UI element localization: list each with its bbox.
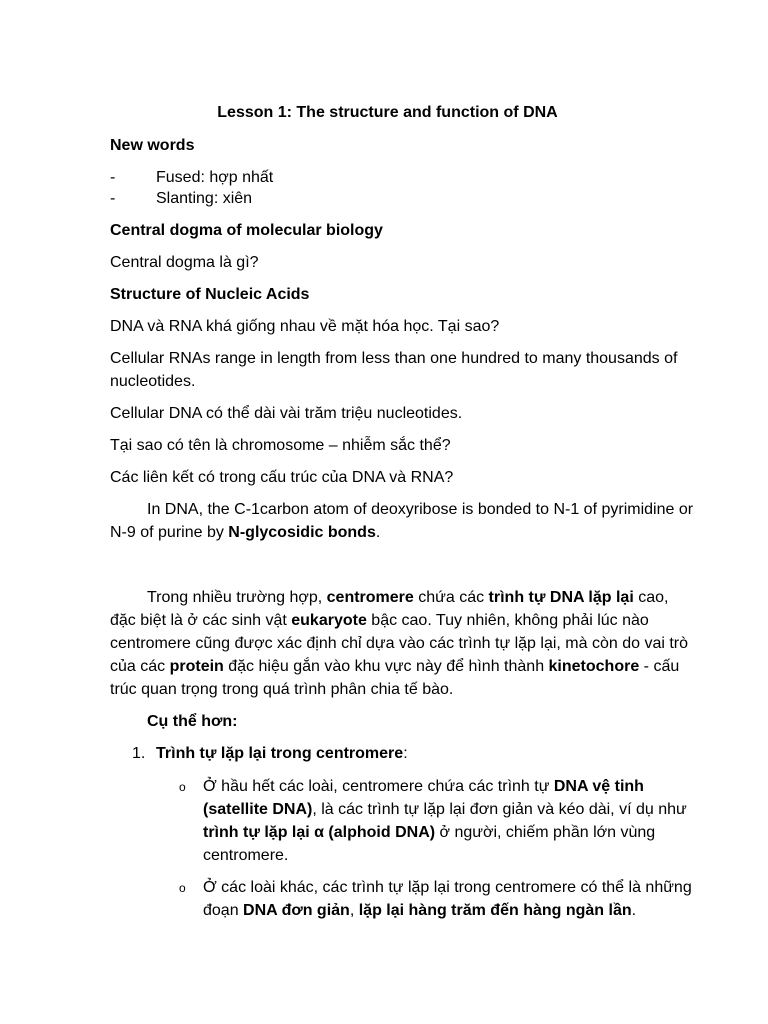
paragraph: Cellular RNAs range in length from less than one hundred to many thousands of nucleotides. bbox=[110, 350, 678, 390]
new-word-slanting: Slanting: xiên bbox=[156, 190, 253, 207]
paragraph: DNA và RNA khá giống nhau về mặt hóa học. Tại sao? bbox=[110, 318, 500, 335]
paragraph: Tại sao có tên là chromosome – nhiễm sắc thể? bbox=[110, 437, 451, 454]
list-number: 1. bbox=[132, 745, 146, 762]
central-dogma-question: Central dogma là gì? bbox=[110, 254, 259, 271]
central-dogma-heading: Central dogma of molecular biology bbox=[110, 222, 383, 239]
sub-bullet-list bbox=[110, 775, 695, 922]
numbered-list bbox=[110, 742, 695, 765]
bullet-icon: o bbox=[179, 780, 186, 794]
new-words-heading: New words bbox=[110, 137, 195, 154]
list-item: o Ở hầu hết các loài, centromere chứa các trình tự DNA vệ tinh (satellite DNA), là các trình tự lặp lại đơn giản và kéo dài, ví dụ như trình tự lặp lại α (alphoid DNA) ở người, chiếm phần lớn vùng centromere. bbox=[179, 778, 687, 864]
list-item: o Ở các loài khác, các trình tự lặp lại trong centromere có thể là những đoạn DNA đơn giản, lặp lại hàng trăm đến hàng ngàn lần. bbox=[179, 879, 692, 919]
new-words-list bbox=[110, 167, 695, 209]
new-word-fused: Fused: hợp nhất bbox=[156, 169, 274, 186]
paragraph: Cellular DNA có thể dài vài trăm triệu nucleotides. bbox=[110, 405, 463, 422]
list-item: 1. Trình tự lặp lại trong centromere: bbox=[110, 742, 695, 765]
glycosidic-term: N-glycosidic bonds bbox=[228, 524, 376, 541]
bullet-icon: o bbox=[179, 881, 186, 895]
paragraph: Các liên kết có trong cấu trúc của DNA và RNA? bbox=[110, 469, 454, 486]
glycosidic-paragraph: In DNA, the C-1carbon atom of deoxyribose is bonded to N-1 of pyrimidine or N-9 of purine by N-glycosidic bonds. bbox=[110, 501, 694, 541]
list-item: - Fused: hợp nhất bbox=[110, 169, 274, 186]
list-item: - Slanting: xiên bbox=[110, 190, 253, 207]
specifics-heading: Cụ thể hơn: bbox=[147, 713, 238, 730]
document-body bbox=[110, 101, 695, 931]
centromere-paragraph: Trong nhiều trường hợp, centromere chứa các trình tự DNA lặp lại cao, đặc biệt là ở các sinh vật eukaryote bậc cao. Tuy nhiên, không phải lúc nào centromere cũng được xác định chỉ dựa vào các trình tự lặp lại, mà còn do vai trò của các protein đặc hiệu gắn vào khu vực này để hình thành kinetochore - cấu trúc quan trọng trong quá trình phân chia tế bào. bbox=[110, 589, 689, 698]
structure-heading: Structure of Nucleic Acids bbox=[110, 286, 310, 303]
lesson-title: Lesson 1: The structure and function of DNA bbox=[217, 104, 558, 121]
